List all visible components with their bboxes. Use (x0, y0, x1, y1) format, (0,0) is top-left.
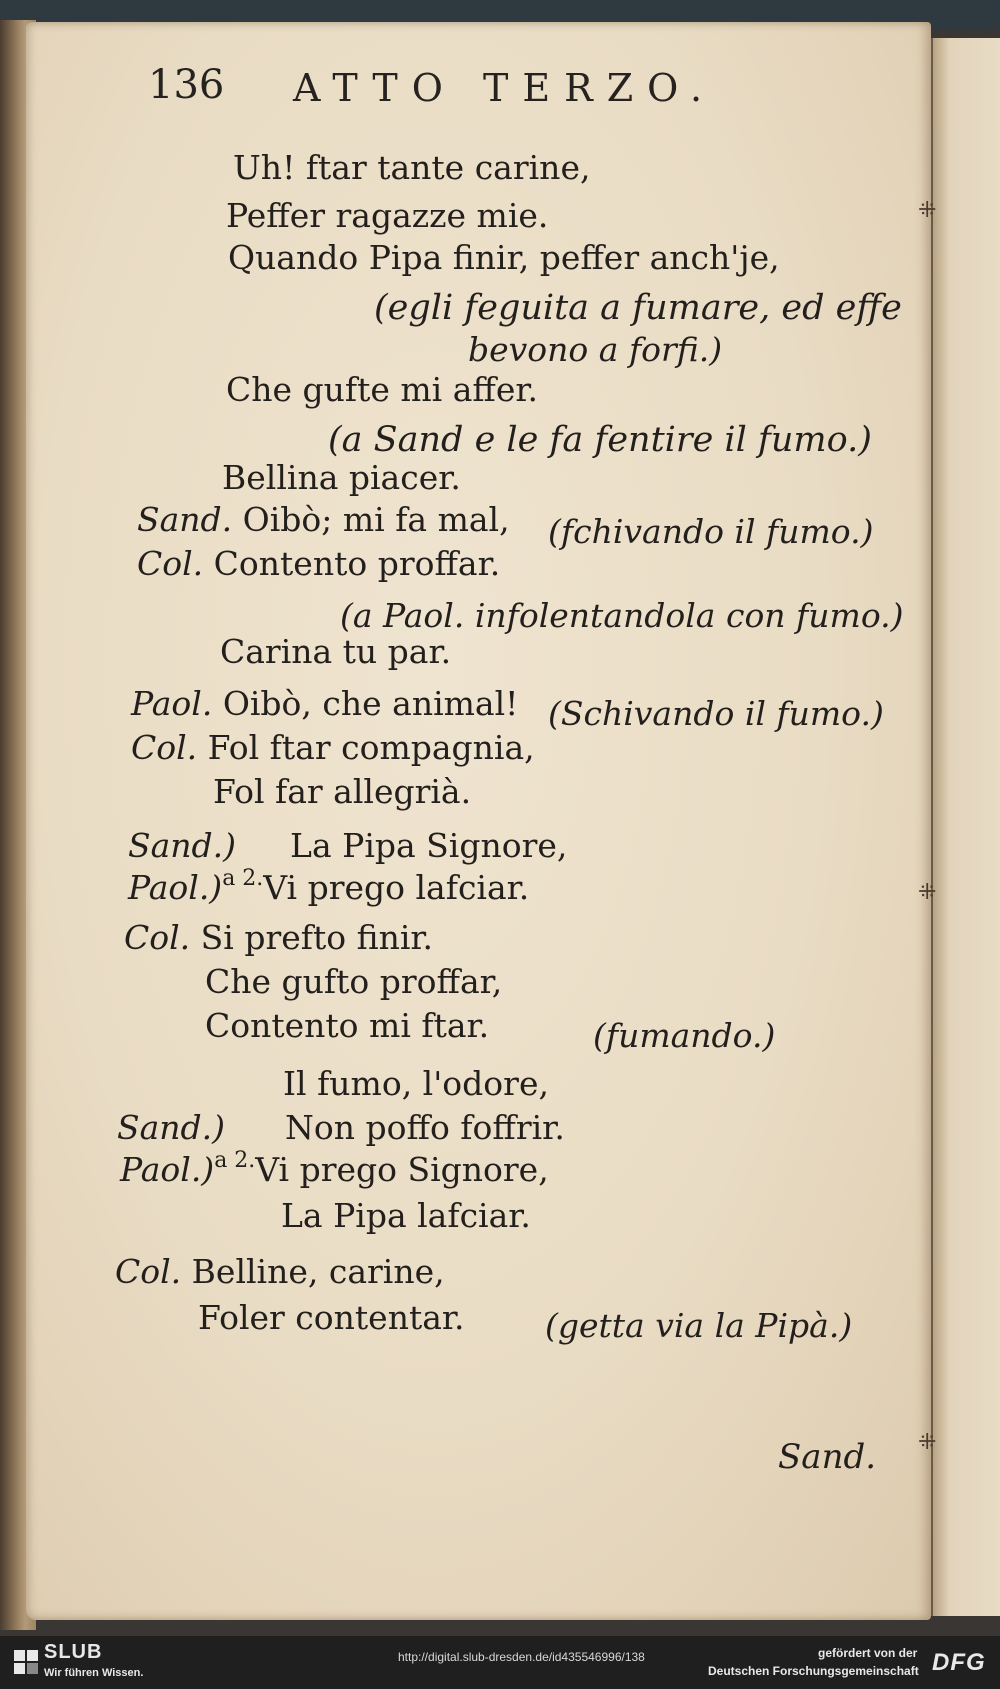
verse-line (222, 458, 461, 497)
stage-text: bevono a forfi.) (468, 330, 723, 369)
verse-line (128, 868, 529, 907)
funding-line-1: gefördert von der (818, 1646, 918, 1660)
stage-text: (fchivando il fumo.) (548, 512, 874, 551)
verse-line (283, 1064, 549, 1103)
verse-line (131, 728, 535, 767)
line-text: Contento mi ftar. (205, 1006, 490, 1045)
speaker-name: Col. (137, 544, 204, 583)
slub-logo-icon (12, 1648, 40, 1676)
line-text: Il fumo, l'odore, (283, 1064, 549, 1103)
page-number: 136 (148, 62, 225, 108)
speaker-name: Paol.) (128, 868, 223, 907)
verse-line (117, 1108, 565, 1147)
funding-line-2: Deutschen Forschungsgemeinschaft (708, 1664, 919, 1678)
line-text: Foler contentar. (198, 1298, 465, 1337)
dfg-logo: DFG (932, 1649, 986, 1676)
catchword: Sand. (778, 1437, 877, 1477)
verse-line (128, 826, 567, 865)
verse-line (213, 772, 471, 811)
verse-line (226, 370, 538, 409)
line-text: Che gufto proffar, (205, 962, 503, 1001)
line-text: Fol far allegrià. (213, 772, 472, 811)
verse-line (120, 1150, 549, 1189)
stage-text: (egli feguita a fumare, ed effe (374, 288, 902, 328)
line-text: Non poffo foffrir. (285, 1108, 565, 1147)
stage-direction (328, 420, 872, 460)
line-text: Belline, carine, (191, 1252, 445, 1291)
stage-direction (548, 694, 884, 733)
line-text: Uh! ftar tante carine, (233, 148, 591, 187)
line-text: Che gufte mi affer. (226, 370, 539, 409)
stitch-mark: ⁜ (918, 1430, 937, 1455)
verse-line (198, 1298, 465, 1337)
line-text: Peffer ragazze mie. (226, 196, 549, 235)
a-due-marker: a 2. (222, 866, 264, 891)
stage-text: (a Paol. infolentandola con fumo.) (340, 596, 904, 635)
line-text: La Pipa lafciar. (281, 1196, 531, 1235)
speaker-name: Paol. (131, 684, 213, 723)
verse-line (131, 684, 518, 723)
verse-line (228, 238, 780, 277)
line-text: Si prefto finir. (200, 918, 434, 957)
verse-line (205, 962, 502, 1001)
speaker-name: Col. (115, 1252, 182, 1291)
line-text: Quando Pipa finir, peffer anch'je, (228, 238, 780, 277)
speaker-name: Sand.) (128, 826, 237, 865)
line-text: Oibò; mi fa mal, (242, 500, 510, 539)
stage-text: (getta via la Pipà.) (545, 1306, 853, 1345)
footer-bar (0, 1636, 1000, 1689)
line-text: La Pipa Signore, (290, 826, 568, 865)
verse-line (226, 196, 548, 235)
line-text: Fol ftar compagnia, (207, 728, 535, 767)
verse-line (115, 1252, 445, 1291)
verse-line (233, 148, 590, 187)
library-tagline: Wir führen Wissen. (44, 1667, 144, 1679)
running-title: ATTO TERZO. (293, 66, 717, 110)
verse-line (137, 544, 500, 583)
stitch-mark: ⁜ (918, 198, 937, 223)
stage-direction (545, 1306, 852, 1345)
library-name: SLUB (44, 1641, 103, 1663)
line-text: Bellina piacer. (222, 458, 461, 497)
stage-direction (593, 1016, 775, 1055)
verse-line (205, 1006, 489, 1045)
speaker-name: Sand.) (117, 1108, 226, 1147)
stage-direction (468, 330, 722, 369)
speaker-name: Paol.) (120, 1150, 215, 1189)
a-due-marker: a 2. (214, 1148, 256, 1173)
line-text: Vi prego lafciar. (263, 868, 530, 907)
speaker-name: Sand. (137, 500, 233, 539)
verse-line (220, 632, 451, 671)
verse-line (137, 500, 510, 539)
verse-line (281, 1196, 531, 1235)
line-text: Vi prego Signore, (255, 1150, 549, 1189)
stage-direction (374, 288, 902, 328)
source-url[interactable]: http://digital.slub-dresden.de/id435546996/138 (398, 1650, 645, 1664)
stage-text: (a Sand e le fa fentire il fumo.) (328, 420, 872, 460)
stitch-mark: ⁜ (918, 880, 937, 905)
next-page-edge (931, 38, 1000, 1616)
line-text: Oibò, che animal! (222, 684, 519, 723)
stage-text: (fumando.) (593, 1016, 776, 1055)
verse-line (124, 918, 433, 957)
line-text: Carina tu par. (220, 632, 452, 671)
stage-direction (340, 596, 903, 635)
line-text: Contento proffar. (213, 544, 501, 583)
speaker-name: Col. (124, 918, 191, 957)
speaker-name: Col. (131, 728, 198, 767)
stage-direction (548, 512, 873, 551)
stage-text: (Schivando il fumo.) (548, 694, 884, 733)
